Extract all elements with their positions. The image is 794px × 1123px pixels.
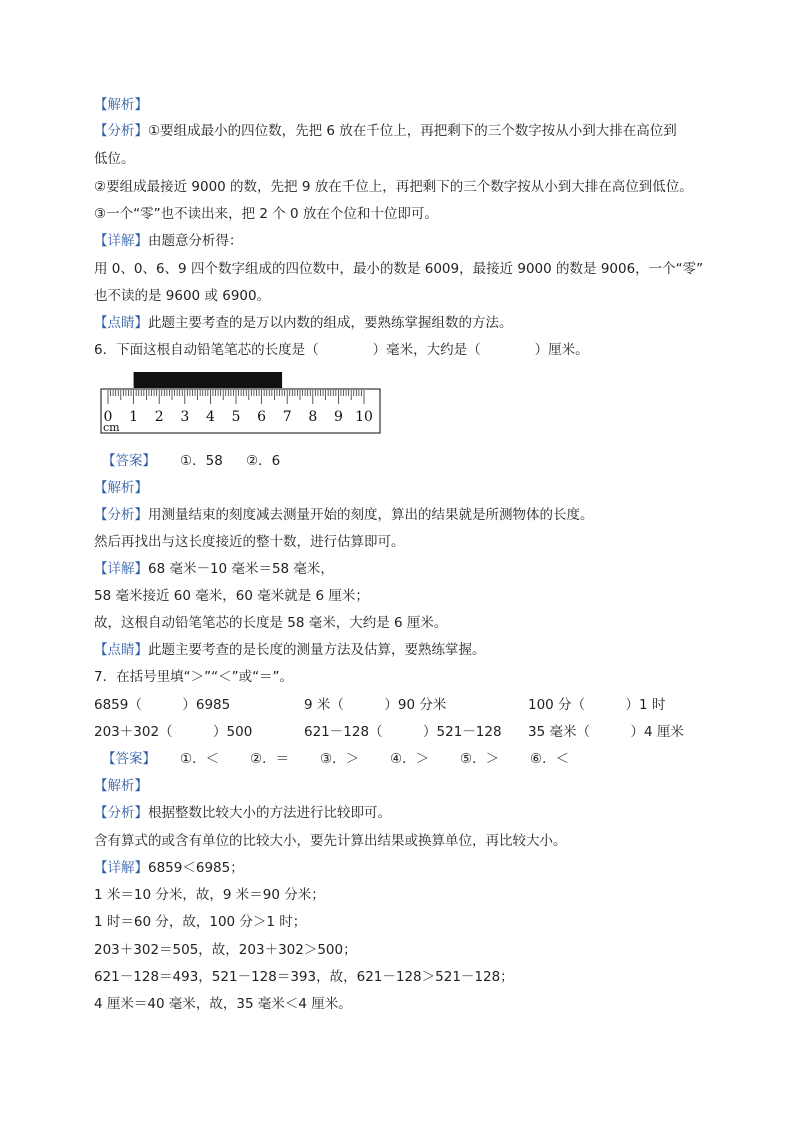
- q7-item-2: 9 米（ ）90 分米: [304, 697, 447, 713]
- q5-fenxi-line3: ③一个“零”也不读出来，把 2 个 0 放在个位和十位即可。: [94, 206, 438, 222]
- q7-item-1: 6859（ ）6985: [94, 697, 231, 713]
- q7-xiangjie1: 【详解】6859＜6985；: [94, 860, 244, 876]
- q7-row1: [94, 696, 714, 714]
- q5-dianjing: 【点睛】此题主要考查的是万以内数的组成，要熟练掌握组数的方法。: [94, 315, 513, 331]
- ruler-tick-label: 9: [333, 409, 343, 425]
- q6-answer-tag: 【答案】: [102, 453, 156, 469]
- q7-xiangjie3: 1 时＝60 分，故，100 分＞1 时；: [94, 914, 307, 930]
- ruler-tick-label: 3: [180, 409, 190, 425]
- ruler-tick-label: 2: [154, 409, 164, 425]
- q7-xiangjie4: 203＋302＝505，故，203＋302＞500；: [94, 942, 357, 958]
- q5-detail2: 也不读的是 9600 或 6900。: [94, 288, 271, 304]
- q6-xiangjie3: 故，这根自动铅笔笔芯的长度是 58 毫米，大约是 6 厘米。: [94, 615, 448, 631]
- q7-xiangjie5: 621－128＝493，521－128＝393，故，621－128＞521－128；: [94, 969, 514, 985]
- ruler-tick-label: 8: [308, 409, 318, 425]
- q6-dianjing: 【点睛】此题主要考查的是长度的测量方法及估算，要熟练掌握。: [94, 642, 486, 658]
- ruler-tick-label: 4: [205, 409, 215, 425]
- q7-xiangjie6: 4 厘米＝40 毫米，故，35 毫米＜4 厘米。: [94, 996, 352, 1012]
- q7-question: 7．在括号里填“＞”“＜”或“＝”。: [94, 669, 294, 685]
- q7-answer: [94, 750, 694, 768]
- ruler-tick-label: 0: [103, 409, 113, 425]
- q6-answer: [94, 452, 494, 470]
- ruler-tick-label: 10: [355, 409, 373, 425]
- ruler-tick-label: 5: [231, 409, 241, 425]
- q7-answer-1: ①．＜: [180, 751, 220, 767]
- q7-answer-5: ⑤．＞: [460, 751, 500, 767]
- q6-fenxi1: 【分析】用测量结束的刻度减去测量开始的刻度，算出的结果就是所测物体的长度。: [94, 507, 594, 523]
- ruler-figure: [100, 372, 382, 436]
- q7-answer-4: ④．＞: [390, 751, 430, 767]
- q6-answer-1: ①．58: [180, 453, 223, 469]
- q7-jiexi-heading: 【解析】: [94, 778, 148, 794]
- q6-xiangjie2: 58 毫米接近 60 毫米，60 毫米就是 6 厘米；: [94, 588, 369, 604]
- q7-row2: [94, 723, 714, 741]
- ruler-tick-label: 7: [282, 409, 292, 425]
- q7-answer-3: ③．＞: [320, 751, 360, 767]
- q7-item-4: 203＋302（ ）500: [94, 724, 253, 740]
- q6-jiexi-heading: 【解析】: [94, 480, 148, 496]
- q5-jiexi-heading: 【解析】: [94, 97, 148, 113]
- q7-answer-6: ⑥．＜: [530, 751, 570, 767]
- q7-item-5: 621－128（ ）521－128: [304, 724, 502, 740]
- q7-item-3: 100 分（ ）1 时: [528, 697, 666, 713]
- q6-fenxi2: 然后再找出与这长度接近的整十数，进行估算即可。: [94, 534, 405, 550]
- q7-answer-2: ②．＝: [250, 751, 290, 767]
- ruler-tick-label: 6: [257, 409, 267, 425]
- q7-xiangjie2: 1 米＝10 分米，故，9 米＝90 分米；: [94, 887, 325, 903]
- q6-xiangjie1: 【详解】68 毫米－10 毫米＝58 毫米，: [94, 561, 334, 577]
- q5-detail1: 用 0、0、6、9 四个数字组成的四位数中，最小的数是 6009，最接近 9000 的数是 9006，一个“零”: [94, 261, 704, 277]
- ruler-tick-label: 1: [129, 409, 139, 425]
- q5-fenxi-line1b: 低位。: [94, 151, 135, 167]
- ruler-unit-label: cm: [103, 421, 120, 434]
- q6-question: 6．下面这根自动铅笔笔芯的长度是（ ）毫米，大约是（ ）厘米。: [94, 342, 589, 358]
- q7-fenxi1: 【分析】根据整数比较大小的方法进行比较即可。: [94, 805, 391, 821]
- q6-answer-2: ②．6: [246, 453, 281, 469]
- q5-fenxi-line1: 【分析】①要组成最小的四位数，先把 6 放在千位上，再把剩下的三个数字按从小到大排在高位到: [94, 123, 677, 139]
- q7-item-6: 35 毫米（ ）4 厘米: [528, 724, 684, 740]
- pencil-lead: [134, 372, 282, 388]
- q7-fenxi2: 含有算式的或含有单位的比较大小，要先计算出结果或换算单位，再比较大小。: [94, 833, 567, 849]
- q5-xiangjie: 【详解】由题意分析得：: [94, 233, 243, 249]
- q7-answer-tag: 【答案】: [102, 751, 156, 767]
- q5-fenxi-line2: ②要组成最接近 9000 的数，先把 9 放在千位上，再把剩下的三个数字按从小到大排在高位到低位。: [94, 179, 693, 195]
